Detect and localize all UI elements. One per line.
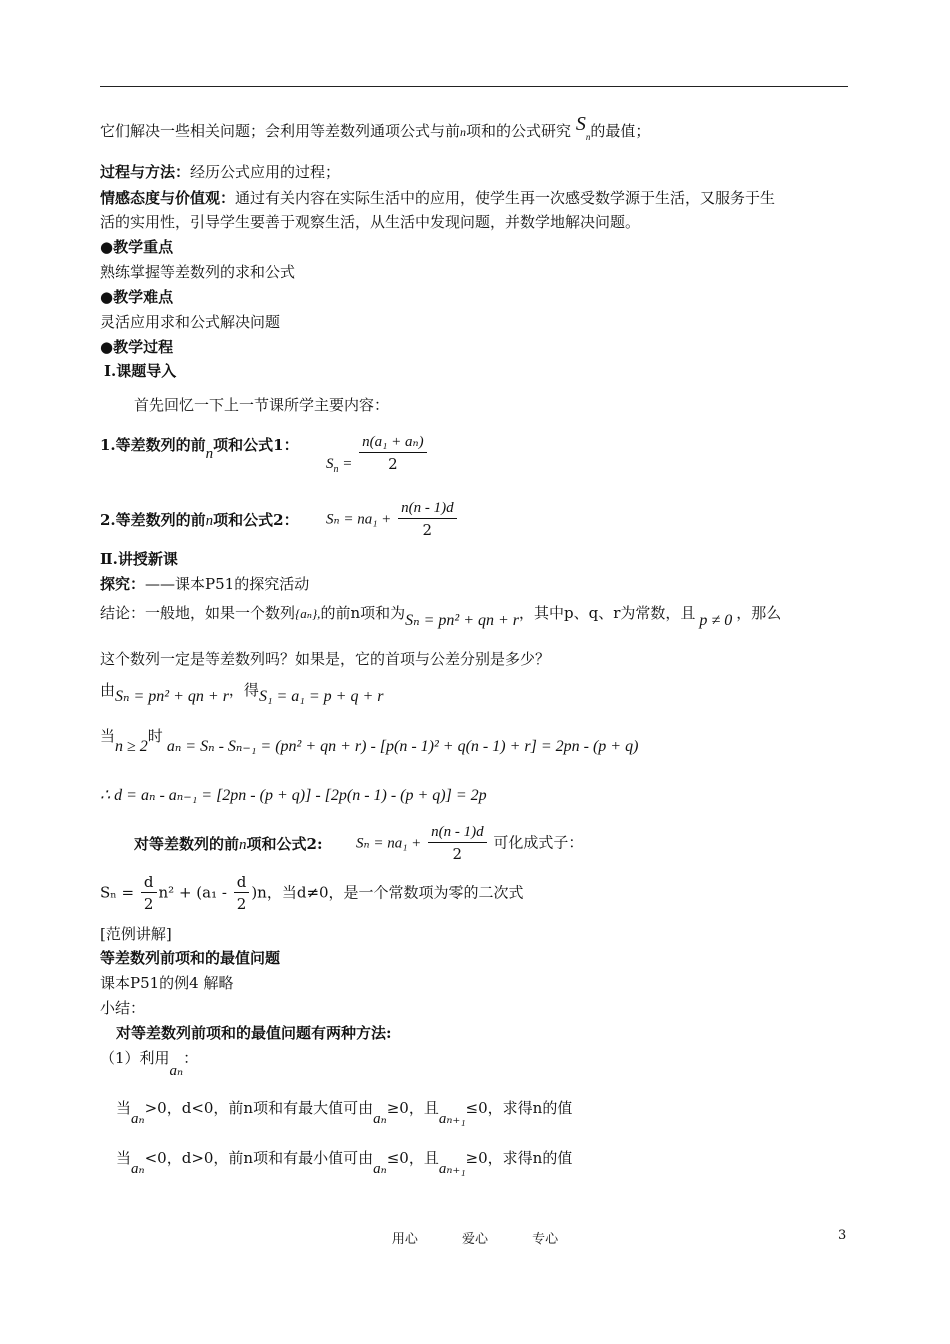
question-line: 这个数列一定是等差数列吗？如果是，它的首项与公差分别是多少？ bbox=[100, 650, 551, 668]
rewrite-numerator: n(n - 1)d bbox=[428, 822, 487, 843]
case-2-text-1: <0，d>0，前n项和有最小值可由 bbox=[144, 1149, 374, 1167]
formula-1-n: n bbox=[205, 446, 214, 462]
rewrite-a: 对等差数列的前 bbox=[134, 835, 240, 853]
conclusion-cond: p ≠ 0 bbox=[699, 612, 733, 629]
rewrite-c: 可化成式子： bbox=[493, 833, 584, 852]
conclusion-c: ，其中p、q、r为常数，且 bbox=[519, 604, 696, 622]
attitude-line-2 bbox=[100, 212, 640, 232]
recall-text: 首先回忆一下上一节课所学主要内容： bbox=[134, 396, 390, 414]
example-title: 等差数列前项和的最值问题 bbox=[100, 949, 281, 967]
method-1-colon: ： bbox=[183, 1049, 199, 1067]
case-2-an-2: aₙ bbox=[373, 1161, 387, 1177]
derive-line-1 bbox=[100, 680, 384, 705]
process-line bbox=[100, 162, 340, 182]
summary-label: 小结： bbox=[100, 999, 146, 1017]
formula-2-numerator: n(n - 1)d bbox=[398, 498, 457, 519]
attitude-text-1: 通过有关内容在实际生活中的应用，使学生再一次感受数学源于生活，又服务于生 bbox=[235, 189, 776, 207]
when-label: 当 bbox=[100, 727, 116, 745]
footer-item-1: 用心 bbox=[391, 1232, 418, 1247]
explore-text: ——课本P51的探究活动 bbox=[145, 575, 310, 593]
case-2 bbox=[116, 1148, 573, 1177]
quad-frac-1-den: 2 bbox=[143, 895, 154, 913]
procedure-title: ●教学过程 bbox=[100, 338, 174, 356]
method-1-symbol: aₙ bbox=[169, 1063, 184, 1079]
derive-get: ，得 bbox=[228, 681, 259, 699]
case-2-an1: aₙ₊₁ bbox=[438, 1161, 466, 1177]
difficulty-title: ●教学难点 bbox=[100, 288, 174, 306]
case-1 bbox=[116, 1098, 573, 1127]
rewrite-b: 项和公式2: bbox=[246, 835, 323, 853]
rewrite-lhs: Sₙ = na₁ + bbox=[356, 835, 422, 852]
conclusion-seq: {aₙ}, bbox=[295, 606, 321, 621]
case-1-when: 当 bbox=[116, 1099, 132, 1117]
quad-lhs: Sₙ = bbox=[100, 883, 135, 902]
example-ref: 课本P51的例4 解略 bbox=[100, 974, 234, 992]
formula-2-denominator: 2 bbox=[422, 521, 433, 539]
formula-1-line bbox=[100, 435, 299, 462]
rewrite-n: n bbox=[239, 837, 247, 853]
derive-line-2 bbox=[100, 726, 639, 755]
when-time: 时 bbox=[147, 727, 163, 745]
section-2-title: Ⅱ.讲授新课 bbox=[100, 550, 178, 568]
case-1-text-2: ≥0，且 bbox=[386, 1099, 439, 1117]
formula-1-numerator: n(a₁ + aₙ) bbox=[359, 432, 426, 453]
intro-text: 它们解决一些相关问题；会利用等差数列通项公式与前 bbox=[100, 122, 461, 140]
methods-title: 对等差数列前项和的最值问题有两种方法: bbox=[116, 1024, 392, 1042]
formula-2-fraction bbox=[398, 498, 457, 541]
attitude-label: 情感态度与价值观： bbox=[100, 189, 236, 207]
formula-2 bbox=[326, 498, 459, 541]
quad-text: ，当d≠0，是一个常数项为零的二次式 bbox=[266, 883, 524, 902]
case-2-text-2: ≤0，且 bbox=[386, 1149, 439, 1167]
page-number: 3 bbox=[838, 1228, 847, 1243]
conclusion-formula: Sₙ = pn² + qn + r bbox=[405, 612, 520, 629]
explore-label: 探究： bbox=[100, 575, 146, 593]
intro-n: n bbox=[460, 125, 467, 139]
derive-by: 由 bbox=[100, 681, 116, 699]
conclusion-b: 的前n项和为 bbox=[320, 604, 406, 622]
case-1-text-3: ≤0，求得n的值 bbox=[465, 1099, 573, 1117]
method-1 bbox=[100, 1048, 199, 1079]
attitude-text-2: 活的实用性，引导学生要善于观察生活，从生活中发现问题，并数学地解决问题。 bbox=[100, 213, 641, 231]
formula-2-line bbox=[100, 510, 299, 531]
quad-fraction-1 bbox=[141, 872, 157, 915]
formula-2-n: n bbox=[205, 513, 214, 529]
quadratic-line bbox=[100, 872, 524, 915]
intro-end: 的最值； bbox=[590, 122, 651, 140]
case-1-an: aₙ bbox=[131, 1111, 145, 1127]
quad-frac-2-num: d bbox=[234, 872, 250, 893]
intro-mid: 项和的公式研究 bbox=[466, 122, 572, 140]
rewrite-formula bbox=[356, 822, 583, 865]
d-equation bbox=[100, 785, 487, 806]
conclusion-line bbox=[100, 603, 782, 629]
process-label: 过程与方法： bbox=[100, 163, 191, 181]
case-2-an: aₙ bbox=[131, 1161, 145, 1177]
case-2-text-3: ≥0，求得n的值 bbox=[465, 1149, 573, 1167]
formula-1-denominator: 2 bbox=[388, 455, 398, 473]
rewrite-fraction bbox=[428, 822, 487, 865]
formula-1-lhs: $S_n$ = bbox=[326, 455, 353, 475]
intro-sn-sub: n bbox=[585, 132, 591, 142]
intro-line bbox=[100, 113, 651, 147]
explore-line bbox=[100, 574, 309, 594]
quad-fraction-2 bbox=[234, 872, 250, 915]
derive-formula: Sₙ = pn² + qn + r bbox=[115, 688, 229, 705]
case-2-when: 当 bbox=[116, 1149, 132, 1167]
footer-item-2: 爱心 bbox=[461, 1232, 488, 1247]
quad-end: )n bbox=[251, 883, 267, 902]
intro-sn: S bbox=[575, 113, 586, 135]
case-1-text-1: >0，d<0，前n项和有最大值可由 bbox=[144, 1099, 374, 1117]
key-point-title: ●教学重点 bbox=[100, 238, 174, 256]
case-1-an1: aₙ₊₁ bbox=[438, 1111, 466, 1127]
rewrite-line bbox=[134, 834, 323, 855]
method-1-label: （1）利用 bbox=[100, 1049, 170, 1067]
quad-frac-2-den: 2 bbox=[236, 895, 247, 913]
rewrite-denominator: 2 bbox=[452, 845, 463, 863]
formula-1-label-b: 项和公式1： bbox=[213, 436, 299, 454]
formula-2-lhs: Sₙ = na₁ + bbox=[326, 511, 392, 528]
example-bracket: [范例讲解] bbox=[100, 925, 172, 943]
quad-frac-1-num: d bbox=[141, 872, 157, 893]
formula-1-label-a: 1.等差数列的前 bbox=[100, 436, 206, 454]
difficulty-text: 灵活应用求和公式解决问题 bbox=[100, 313, 281, 331]
d-equation-text: ∴ d = aₙ - aₙ₋₁ = [2pn - (p + q)] - [2p(n - 1) - (p + q)] = 2p bbox=[100, 787, 487, 804]
when-cond: n ≥ 2 bbox=[115, 738, 148, 755]
section-1-title: Ⅰ.课题导入 bbox=[104, 362, 177, 380]
header-rule bbox=[100, 86, 848, 87]
when-equation: aₙ = Sₙ - Sₙ₋₁ = (pn² + qn + r) - [p(n - 1)² + q(n - 1) + r] = 2pn - (p + q) bbox=[166, 738, 639, 755]
formula-1-fraction bbox=[359, 432, 426, 475]
derive-result: S₁ = a₁ = p + q + r bbox=[258, 688, 384, 705]
footer bbox=[0, 1228, 950, 1247]
key-point-text: 熟练掌握等差数列的求和公式 bbox=[100, 263, 296, 281]
formula-2-label-a: 2.等差数列的前 bbox=[100, 511, 206, 529]
formula-1 bbox=[326, 432, 429, 475]
case-1-an-2: aₙ bbox=[373, 1111, 387, 1127]
process-text: 经历公式应用的过程； bbox=[190, 163, 341, 181]
quad-mid: n² + (a₁ - bbox=[158, 883, 227, 902]
formula-2-label-b: 项和公式2： bbox=[213, 511, 299, 529]
conclusion-d: ，那么 bbox=[736, 604, 782, 622]
footer-item-3: 专心 bbox=[532, 1232, 559, 1247]
conclusion-a: 结论：一般地，如果一个数列 bbox=[100, 604, 296, 622]
attitude-line-1 bbox=[100, 188, 775, 208]
